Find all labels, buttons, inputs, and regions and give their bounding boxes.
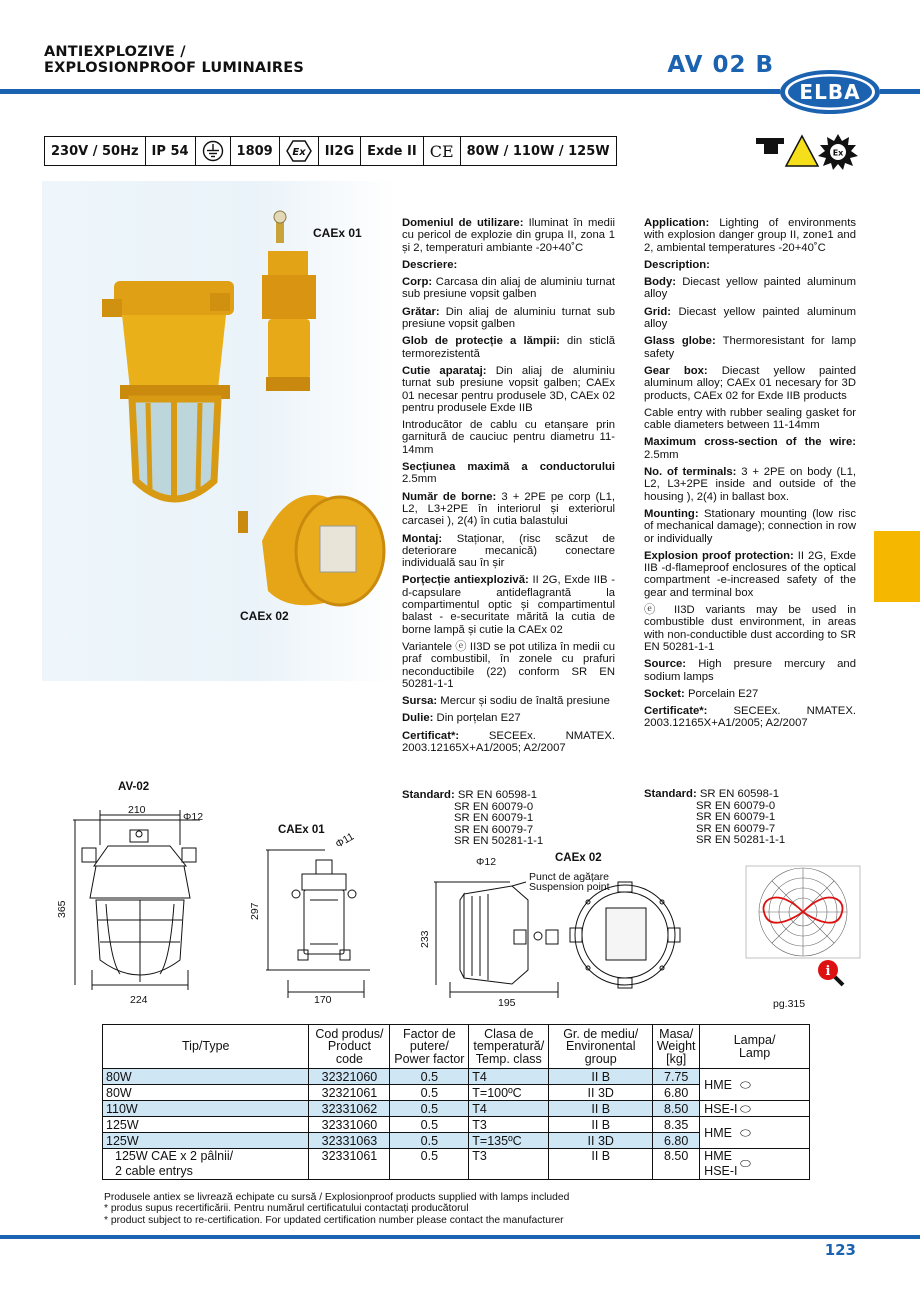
field-text: Diecast yellow painted aluminum alloy — [644, 276, 856, 301]
col-header-temp-class: Clasa de temperatură/ Temp. class — [469, 1025, 549, 1069]
field-label: No. of terminals: — [644, 466, 737, 479]
svg-text:i: i — [825, 964, 831, 979]
field-label: Dulie: — [402, 712, 434, 725]
description-paragraph — [644, 335, 856, 360]
standard-item: SR EN 60079-0 — [696, 799, 776, 812]
footer-note: * product subject to re-certification. For updated certification number please contact the manufacturer — [104, 1214, 564, 1226]
caex01-box-image — [262, 211, 316, 391]
table-row: 125W 32331063 0.5 T=135ºC II 3D 6.80 — [103, 1133, 810, 1149]
lamp-cell: HME ⬭ — [700, 1117, 810, 1149]
caex01-drawing — [249, 824, 370, 1006]
field-text: 3 + 2PE on body (L1, L2, L3+2PE inside and outside of the housing ), 2(4) in ballast box. — [644, 466, 856, 503]
standard-item: SR EN 60079-7 — [696, 822, 776, 835]
field-label: Descriere: — [402, 258, 458, 271]
section-tab — [874, 531, 920, 602]
table-row: 125W CAE x 2 pâlnii/ 2 cable entrys 32331061 0.5 T3 II B 8.50 HME HSE-I⬭ — [103, 1149, 810, 1180]
field-text: Mercur și sodiu de înaltă presiune — [437, 695, 610, 708]
field-label: Domeniul de utilizare: — [402, 217, 524, 229]
standard-item: SR EN 60079-0 — [454, 800, 534, 813]
description-paragraph — [644, 658, 856, 683]
footer-notes — [104, 1192, 569, 1226]
caex02-photo-label: CAEx 02 — [240, 609, 289, 623]
table-row: 80W 32321060 0.5 T4 II B 7.75 HME ⬭ — [103, 1069, 810, 1085]
table-row: 125W 32331060 0.5 T3 II B 8.35 HME ⬭ — [103, 1117, 810, 1133]
description-ro — [402, 217, 615, 759]
lamp-cell: HME ⬭ — [700, 1069, 810, 1101]
svg-text:Φ12: Φ12 — [183, 811, 204, 823]
field-label: Corp: — [402, 276, 433, 289]
field-text: II 2G, Exde IIB -d-flameproof enclosures of the optical compartment -e-increased safety of the gear and terminal box — [644, 549, 857, 599]
spec-power: 80W / 110W / 125W — [466, 143, 610, 159]
description-en — [644, 217, 856, 735]
standard-item: SR EN 60079-1 — [454, 812, 534, 825]
standard-item: SR EN 60598-1 — [457, 789, 537, 801]
svg-text:297: 297 — [249, 902, 261, 920]
lamp-bulb-icon: ⬭ — [740, 1156, 751, 1171]
description-paragraph — [402, 641, 615, 690]
field-label: Certificat*: — [402, 729, 460, 742]
field-text: High presure mercury and sodium lamps — [644, 658, 856, 683]
warning-triangle-icon — [786, 136, 818, 166]
svg-text:CAEx 02: CAEx 02 — [555, 852, 602, 864]
field-text: Cable entry with rubber sealing gasket for cable diameters between 11-14mm — [644, 406, 856, 432]
svg-text:195: 195 — [498, 997, 516, 1009]
field-text: Diecast yellow painted aluminum alloy — [644, 305, 856, 331]
field-text: Introducător de cablu cu etanșare prin garnitură de cauciuc pentru diametru 11-14mm — [402, 419, 615, 456]
description-paragraph — [644, 365, 856, 402]
svg-text:ELBA: ELBA — [799, 80, 861, 104]
description-paragraph — [402, 365, 615, 414]
svg-text:Suspension point: Suspension point — [529, 881, 610, 893]
svg-text:CAEx 01: CAEx 01 — [278, 824, 325, 836]
svg-text:Φ12: Φ12 — [476, 856, 497, 868]
svg-text:Ex: Ex — [292, 147, 306, 158]
technical-drawings — [40, 770, 880, 1015]
model-code: AV 02 B — [667, 52, 774, 78]
description-paragraph — [402, 491, 615, 528]
field-text: SECEEx. NMATEX. 2003.12165X+A1/2005; A2/2007 — [644, 705, 856, 730]
field-label: Montaj: — [402, 532, 443, 545]
description-paragraph — [644, 436, 856, 461]
field-text: din sticlă termorezistentă — [402, 335, 615, 360]
page-title — [44, 44, 304, 76]
standard-item: SR EN 60079-1 — [696, 811, 776, 824]
field-label: Explosion proof protection: — [644, 549, 794, 562]
standard-item: SR EN 60079-7 — [454, 823, 534, 836]
av02-drawing — [56, 781, 203, 1006]
description-paragraph — [402, 461, 615, 486]
description-paragraph — [402, 217, 615, 254]
description-paragraph — [644, 276, 856, 301]
field-text: Carcasa din aliaj de aluminiu turnat sub presiune vopsit galben — [402, 276, 615, 301]
spec-ip: IP 54 — [146, 137, 196, 165]
title-line-2: EXPLOSIONPROOF LUMINAIRES — [44, 60, 305, 76]
col-header-type: Tip/Type — [103, 1025, 309, 1069]
field-label: Mounting: — [644, 507, 699, 520]
footer-note: * produs supus recertificării. Pentru numărul certificatului contactați producătorul — [104, 1203, 469, 1215]
field-text: Din aliaj de aluminiu turnat sub presiune vopsit galben — [402, 305, 615, 331]
field-label: Porțecție antiexplozivă: — [402, 574, 529, 587]
page-reference: pg.315 — [773, 998, 806, 1010]
footer-rule — [0, 1235, 920, 1239]
field-label: Source: — [644, 658, 687, 671]
field-label: Description: — [644, 258, 710, 271]
col-header-code: Cod produs/ Product code — [309, 1025, 390, 1069]
product-table — [102, 1024, 810, 1180]
description-paragraph — [402, 419, 615, 456]
field-label: Număr de borne: — [402, 490, 497, 503]
col-header-env-group: Gr. de mediu/ Environental group — [549, 1025, 653, 1069]
header-rule-right — [880, 89, 920, 94]
spec-bar — [44, 136, 617, 166]
field-text: Thermoresistant for lamp safety — [644, 335, 856, 360]
field-label: Certificate*: — [644, 705, 708, 718]
info-magnifier-icon — [818, 960, 843, 985]
description-paragraph — [644, 604, 856, 653]
description-paragraph — [644, 259, 856, 271]
description-paragraph — [402, 695, 615, 707]
field-label: Cutie aparataj: — [402, 364, 487, 377]
lamp-bulb-icon: ⬭ — [740, 1125, 751, 1140]
footer-note: Produsele antiex se livrează echipate cu sursă / Explosionproof products supplied with lamps included — [104, 1192, 570, 1203]
product-photo-illustration — [42, 181, 396, 681]
field-label: Secțiunea maximă a conductorului — [402, 461, 615, 474]
svg-text:233: 233 — [419, 930, 431, 948]
field-label: Gear box: — [644, 364, 708, 377]
ground-icon — [196, 137, 231, 165]
ceiling-mount-icon — [756, 138, 784, 144]
field-label: Sursa: — [402, 695, 438, 708]
field-text: Diecast yellow painted aluminum alloy; CAEx 01 necesary for 3D products, CAEx 02 for Exde IIB products — [644, 364, 857, 402]
lamp-bulb-icon: ⬭ — [740, 1101, 751, 1116]
description-paragraph — [644, 466, 856, 503]
elba-logo — [778, 68, 882, 116]
description-paragraph — [644, 550, 856, 599]
description-paragraph — [402, 276, 615, 301]
field-label: Grid: — [644, 305, 671, 318]
col-header-lamp: Lampa/ Lamp — [700, 1025, 810, 1069]
table-row: 80W 32321061 0.5 T=100ºC II 3D 6.80 — [103, 1085, 810, 1101]
description-paragraph — [644, 705, 856, 730]
svg-text:170: 170 — [314, 994, 332, 1006]
field-text: Porcelain E27 — [684, 687, 759, 700]
field-text: 2.5mm — [644, 448, 679, 461]
table-row: 110W 32331062 0.5 T4 II B 8.50 HSE-I ⬭ — [103, 1101, 810, 1117]
description-paragraph — [402, 335, 615, 360]
field-text: Din porțelan E27 — [433, 712, 521, 725]
col-header-power-factor: Factor de putere/ Power factor — [390, 1025, 469, 1069]
caex01-photo-label: CAEx 01 — [313, 226, 362, 240]
description-paragraph — [644, 306, 856, 331]
description-paragraph — [402, 712, 615, 724]
standard-label: Standard: — [402, 789, 455, 801]
spec-cert-number: 1809 — [231, 137, 280, 165]
spec-group: II2G — [319, 137, 361, 165]
caex02-box-image — [238, 495, 384, 605]
field-label: Glass globe: — [644, 335, 716, 348]
spec-protection: Exde II — [361, 137, 424, 165]
field-label: Application: — [644, 217, 710, 229]
field-label: Glob de protecție a lămpii: — [402, 335, 560, 348]
page-number: 123 — [824, 1241, 856, 1259]
standard-label: Standard: — [644, 788, 697, 800]
field-text: ⓔ II3D variants may be used in combustible dust environment, in areas with non-conductible dust according to SR EN 50281-1-1 — [644, 604, 856, 653]
field-text: Stationary mounting (low risc of mechanical damage); connection in row or individually — [644, 507, 856, 545]
field-text: II 2G, Exde IIB -d-capsulare antideflagrantă la compartimentul optic și compartimentul balast - e-securitate mărită la cutia de borne lampă și cutie la CAEx 02 — [402, 574, 615, 636]
description-paragraph — [644, 217, 856, 254]
description-paragraph — [402, 306, 615, 331]
standard-item: SR EN 50281-1-1 — [696, 834, 786, 847]
explosion-ex-icon — [818, 134, 858, 170]
ex-hexagon-icon — [280, 137, 319, 165]
description-paragraph — [644, 508, 856, 545]
caex02-front-drawing — [570, 882, 680, 988]
svg-text:Ex: Ex — [832, 148, 844, 158]
ce-mark-icon: CE — [424, 137, 461, 165]
standard-item: SR EN 50281-1-1 — [454, 835, 544, 848]
svg-text:210: 210 — [128, 804, 146, 816]
title-line-1: ANTIEXPLOZIVE / — [44, 44, 186, 60]
caex02-side-drawing — [419, 852, 610, 1009]
description-paragraph — [402, 730, 615, 755]
svg-text:365: 365 — [56, 900, 68, 918]
description-paragraph — [402, 574, 615, 635]
field-text: Iluminat în medii cu pericol de explozie din grupa II, zona 1 și 2, temperaturi ambiante -20+40˚C — [402, 217, 615, 254]
svg-text:Punct de agățare: Punct de agățare — [529, 871, 609, 883]
av02-luminaire-image — [102, 281, 234, 501]
spec-voltage: 230V / 50Hz — [45, 137, 146, 165]
field-text: Staționar, (risc scăzut de deteriorare mecanică) conectare individuală sau în șir — [402, 532, 615, 570]
field-text: Variantele ⓔ II3D se pot utiliza în medii cu praf combustibil, în zonele cu prafuri neconductibile (22) conform SR EN 50281-1-1 — [402, 640, 615, 690]
description-paragraph — [402, 259, 615, 271]
field-text: 2.5mm — [402, 473, 437, 486]
hazard-icons — [756, 132, 876, 172]
svg-text:224: 224 — [130, 994, 148, 1006]
description-paragraph — [402, 533, 615, 570]
field-label: Maximum cross-section of the wire: — [644, 436, 856, 449]
col-header-weight: Masa/ Weight [kg] — [653, 1025, 700, 1069]
standard-item: SR EN 60598-1 — [699, 788, 779, 800]
header-rule — [0, 89, 780, 94]
field-label: Socket: — [644, 687, 685, 700]
description-paragraph — [644, 688, 856, 700]
svg-text:AV-02: AV-02 — [118, 781, 150, 793]
field-text: SECEEx. NMATEX. 2003.12165X+A1/2005; A2/2007 — [402, 729, 615, 754]
photometric-polar-diagram — [746, 866, 860, 958]
field-label: Body: — [644, 276, 677, 289]
field-text: Lighting of environments with explosion danger group II, zone1 and 2, ambiental temperatures -20+40˚C — [644, 217, 856, 254]
lamp-cell: HSE-I ⬭ — [700, 1101, 810, 1117]
description-paragraph — [644, 407, 856, 432]
lamp-bulb-icon: ⬭ — [740, 1077, 751, 1092]
field-text: 3 + 2PE pe corp (L1, L2, L3+2PE în interiorul și exteriorul carcasei ), 2(4) în cutia balastului — [402, 490, 616, 528]
field-label: Grătar: — [402, 305, 440, 318]
lamp-cell: HME HSE-I⬭ — [700, 1149, 810, 1180]
field-text: Din aliaj de aluminiu turnat sub presiune vopsit galben; CAEx 01 necesar pentru produsele 3D, CAEx 02 pentru produsele Exde IIB — [402, 364, 615, 414]
svg-text:Φ11: Φ11 — [333, 830, 357, 851]
